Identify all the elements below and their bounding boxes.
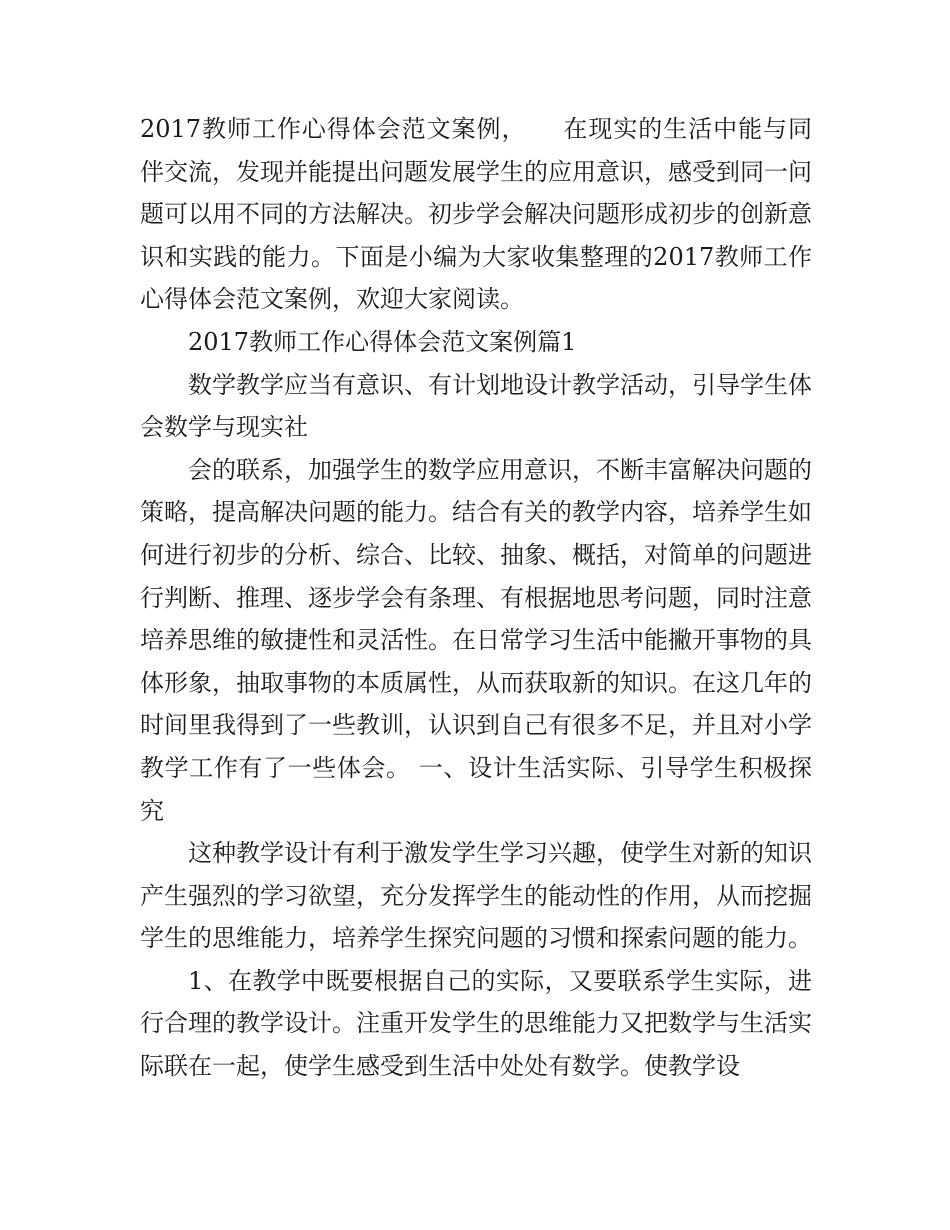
section-heading: 2017教师工作心得体会范文案例篇1 (188, 327, 577, 356)
body-paragraph: 会的联系，加强学生的数学应用意识，不断丰富解决问题的策略，提高解决问题的能力。结合有关的教学内容，培养学生如何进行初步的分析、综合、比较、抽象、概括，对简单的问题进行判断、推理、逐步学会有条理、有根据地思考问题，同时注意培养思维的敏捷性和灵活性。在日常学习生活中能撇开事物的具体形象，抽取事物的本质属性，从而获取新的知识。在这几年的时间里我得到了一些教训，认识到自己有很多不足，并且对小学教学工作有了一些体会。 一、设计生活实际、引导学生积极探究 (140, 455, 812, 825)
body-paragraph: 数学教学应当有意识、有计划地设计教学活动，引导学生体会数学与现实社 (140, 370, 812, 442)
body-paragraph: 这种教学设计有利于激发学生学习兴趣，使学生对新的知识产生强烈的学习欲望，充分发挥学生的能动性的作用，从而挖掘学生的思维能力，培养学生探究问题的习惯和探索问题的能力。 (140, 839, 812, 953)
intro-title: 2017教师工作心得体会范文案例， (140, 115, 527, 143)
intro-paragraph (140, 108, 812, 321)
document-page (140, 108, 812, 1088)
intro-body: 在现实的生活中能与同伴交流，发现并能提出问题发展学生的应用意识，感受到同一问题可以用不同的方法解决。初步学会解决问题形成初步的创新意识和实践的能力。下面是小编为大家收集整理的2017教师工作心得体会范文案例，欢迎大家阅读。 (140, 115, 813, 314)
body-paragraph: 1、在教学中既要根据自己的实际，又要联系学生实际，进行合理的教学设计。注重开发学生的思维能力又把数学与生活实际联在一起，使学生感受到生活中处处有数学。使教学设 (140, 966, 812, 1081)
